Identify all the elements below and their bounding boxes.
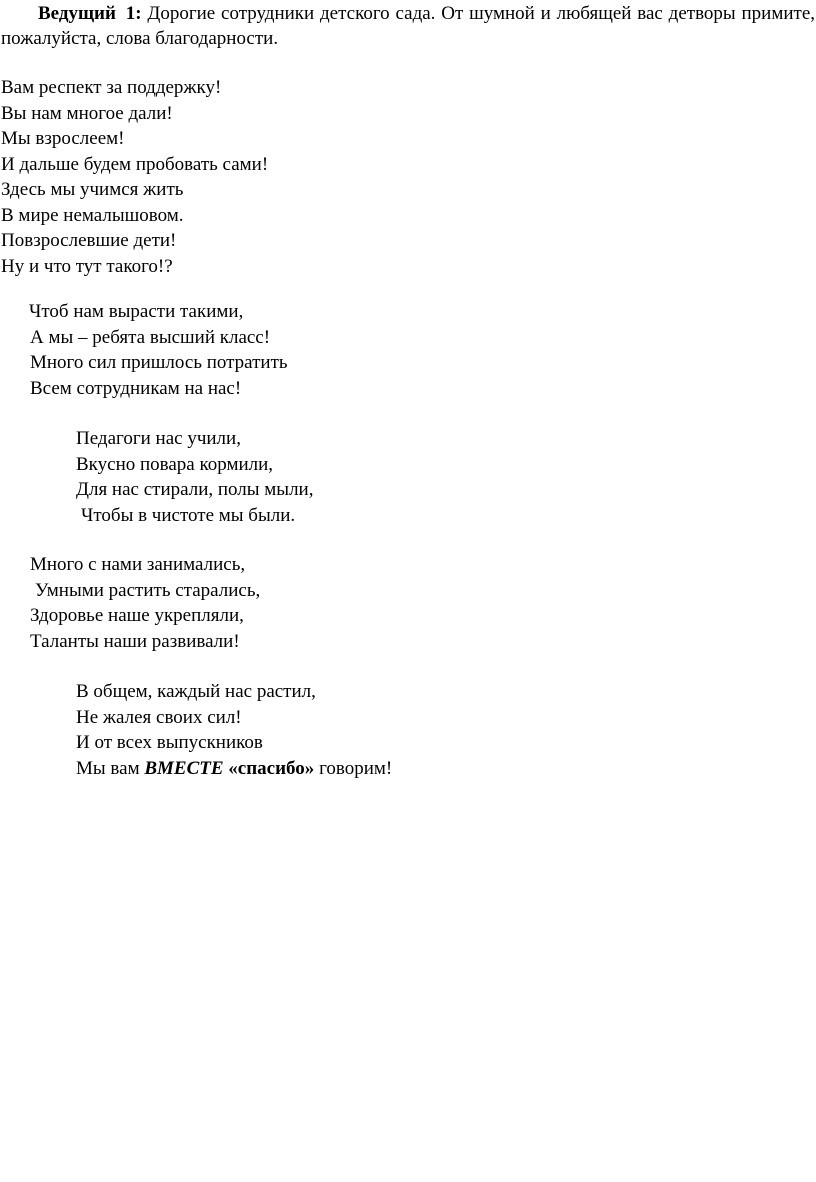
poem-line: В общем, каждый нас растил, <box>76 681 316 702</box>
poem-line: Много с нами занимались, <box>30 554 246 575</box>
poem-line: Не жалея своих сил! <box>76 706 242 728</box>
poem-line: Здесь мы учимся жить <box>1 179 184 200</box>
poem-line: Вы нам многое дали! <box>1 102 173 124</box>
intro-text: Дорогие сотрудники детского сада. От шумной и любящей вас детворы примите, пожалуйста, слова благодарности. <box>1 3 815 49</box>
poem-line: Таланты наши развивали! <box>30 630 240 652</box>
poem-line: Много сил пришлось потратить <box>30 352 288 373</box>
stanza-2 <box>30 299 288 401</box>
emphasis-together: ВМЕСТЕ <box>144 757 224 779</box>
poem-line: Чтобы в чистоте мы были. <box>81 504 296 526</box>
poem-line: Умными растить старались, <box>35 579 261 601</box>
stanza-4 <box>30 552 260 654</box>
poem-line: Для нас стирали, полы мыли, <box>76 479 314 500</box>
final-line-start: Мы вам <box>76 757 145 779</box>
poem-line: Мы взрослеем! <box>1 128 125 149</box>
stanza-3 <box>76 426 313 528</box>
poem-line: Ну и что тут такого!? <box>1 255 173 277</box>
poem-line: Чтоб нам вырасти такими, <box>29 301 244 322</box>
poem-line: Всем сотрудникам на нас! <box>30 377 242 399</box>
poem-line: Вкусно повара кормили, <box>76 453 274 475</box>
poem-line: В мире немалышовом. <box>1 204 184 226</box>
poem-line: Педагоги нас учили, <box>76 428 241 449</box>
stanza-1 <box>1 75 268 279</box>
poem-line: А мы – ребята высший класс! <box>30 326 271 348</box>
final-line-end: говорим! <box>314 757 393 779</box>
poem-line: И от всех выпускников <box>76 732 263 753</box>
poem-line: Здоровье наше укрепляли, <box>30 605 244 626</box>
bold-thanks: «спасибо» <box>228 757 315 779</box>
poem-line: Вам респект за поддержку! <box>1 77 222 98</box>
poem-line: И дальше будем пробовать сами! <box>1 153 269 175</box>
speaker-label: Ведущий 1: <box>38 3 142 24</box>
poem-line: Повзрослевшие дети! <box>1 230 177 251</box>
stanza-5 <box>76 679 392 781</box>
poem-final-line <box>76 756 392 782</box>
intro-paragraph <box>1 1 815 51</box>
